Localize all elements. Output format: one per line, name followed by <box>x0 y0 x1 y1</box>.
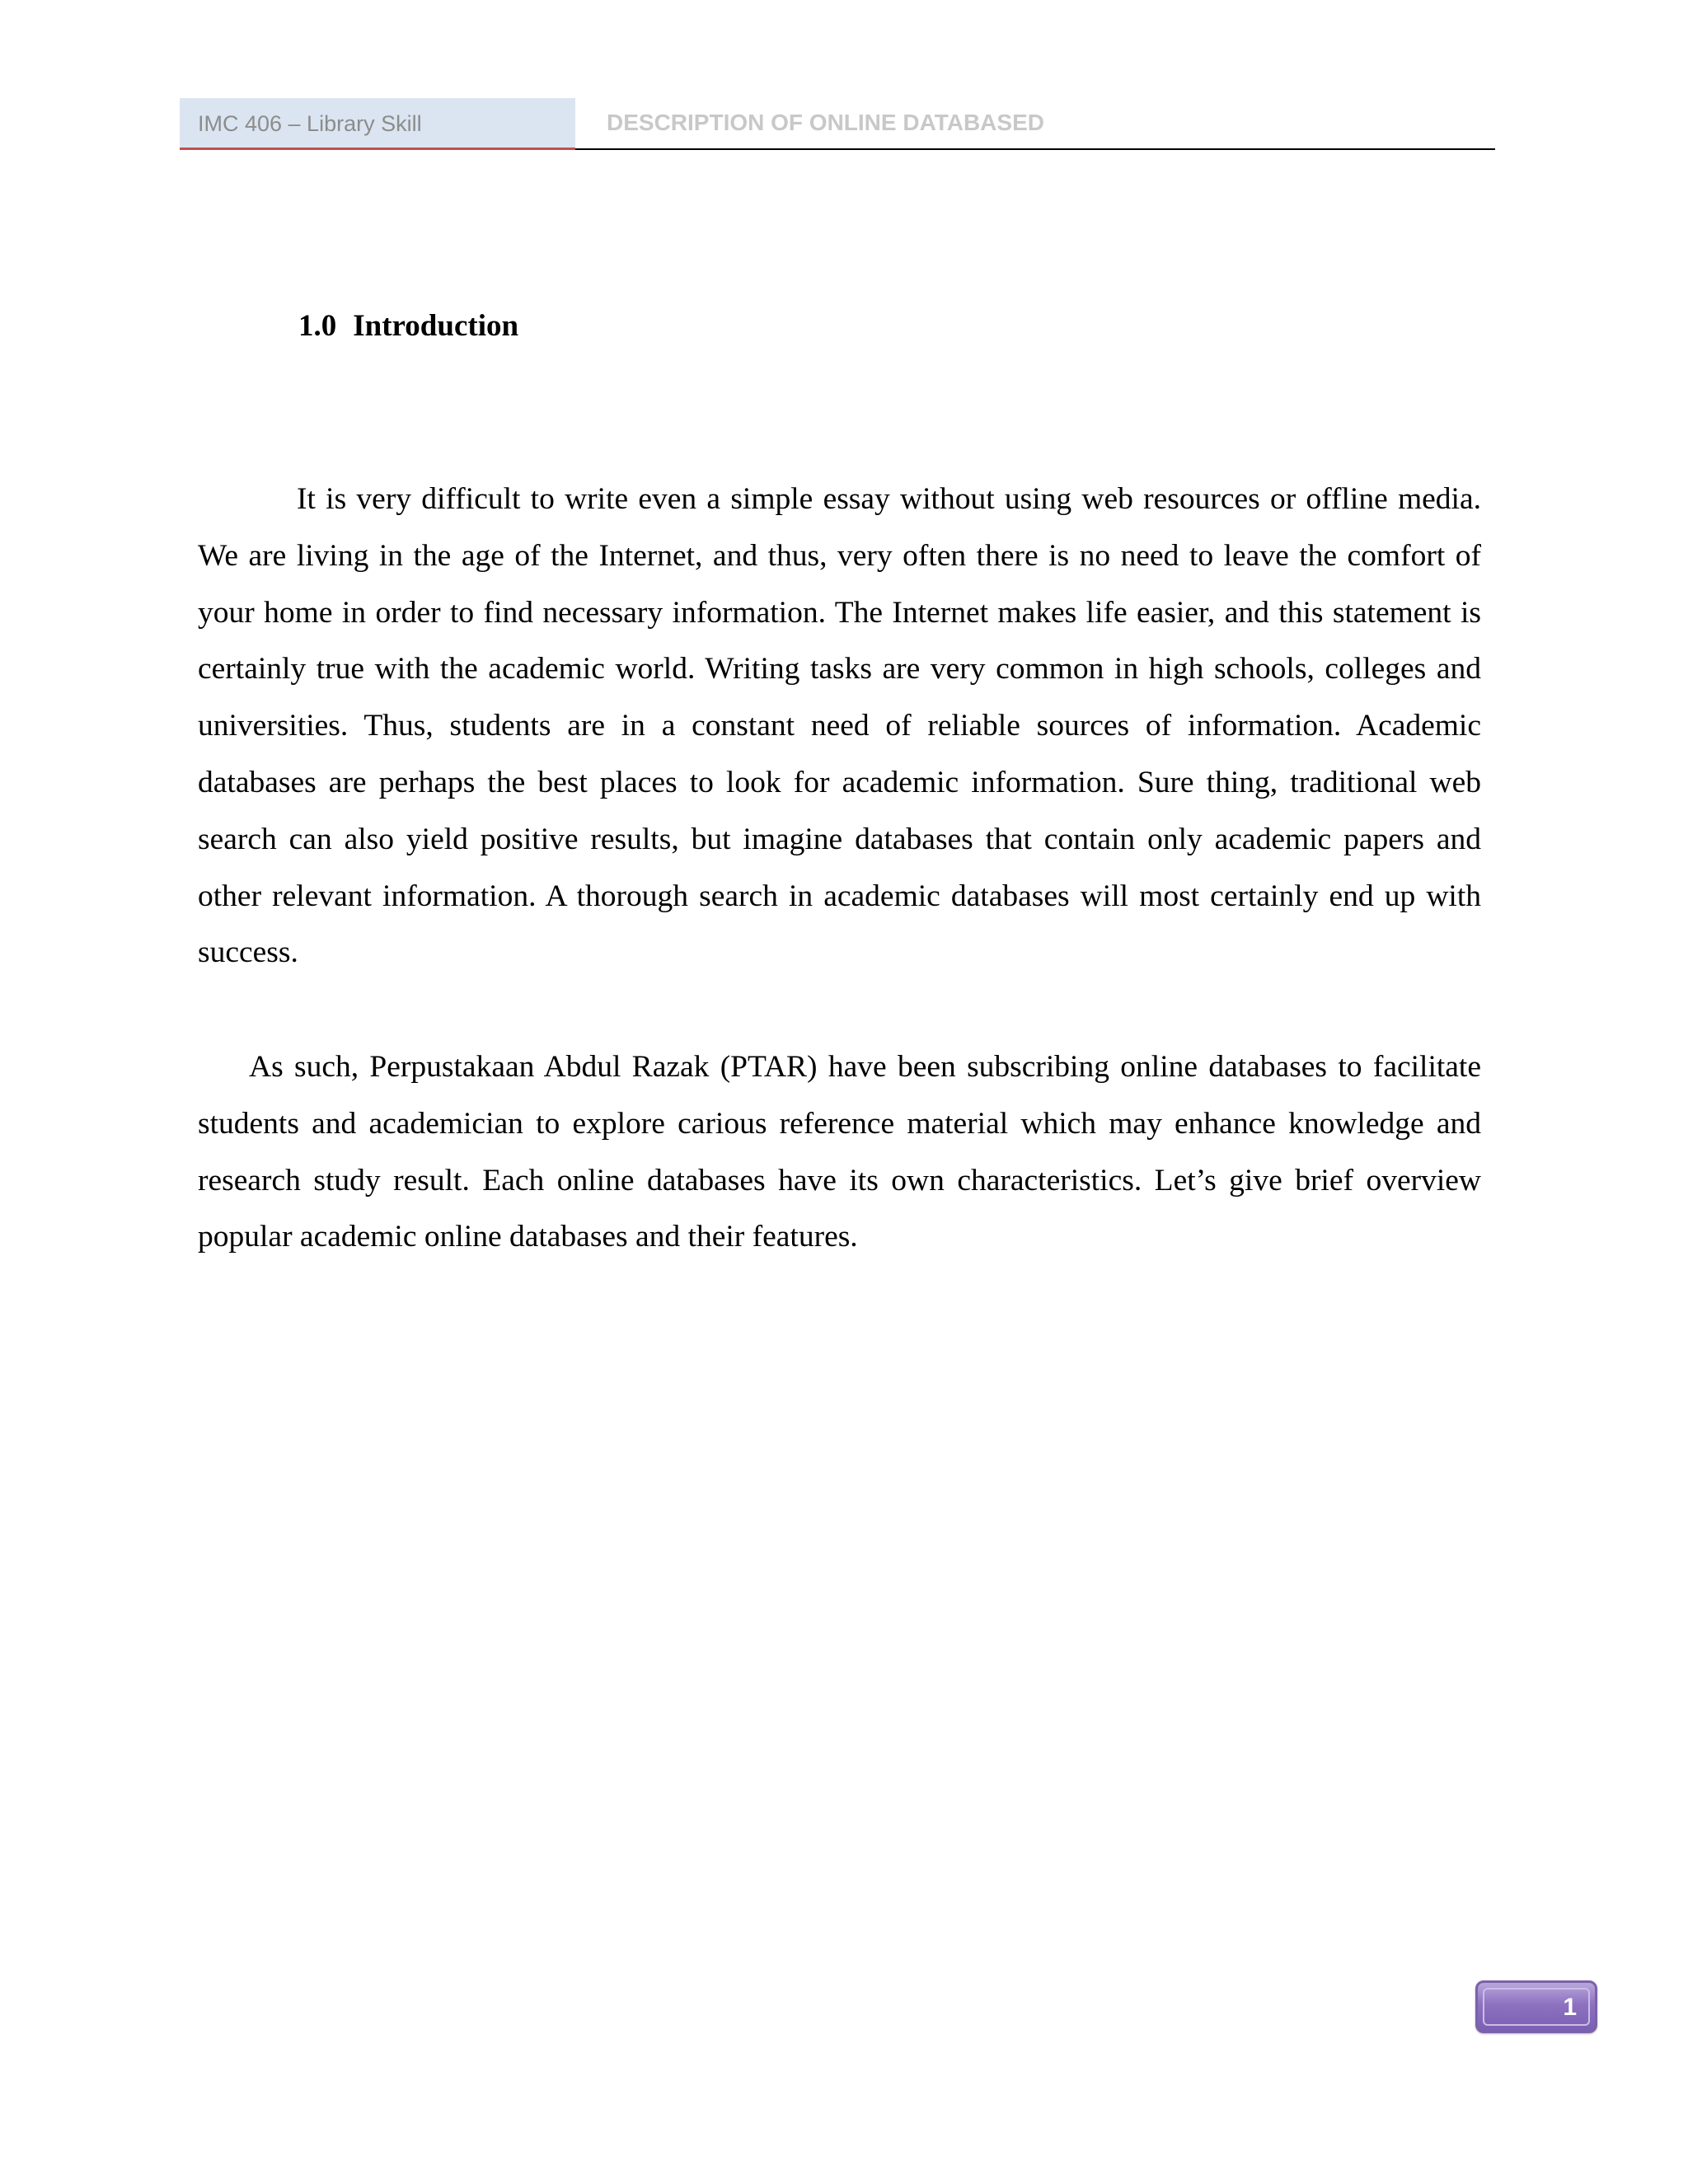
header-document-title: DESCRIPTION OF ONLINE DATABASED <box>575 98 1495 150</box>
page-header <box>180 98 1495 152</box>
page-number-badge <box>1475 1980 1597 2033</box>
body-paragraph-1: It is very difficult to write even a simple essay without using web resources or offline media. We are living in the age of the Internet, and thus, very often there is no need to leave the comfort of your home in order to find necessary information. The Internet makes life easier, and this statement is certainly true with the academic world. Writing tasks are very common in high schools, colleges and universities. Thus, students are in a constant need of reliable sources of information. Academic databases are perhaps the best places to look for academic information. Sure thing, traditional web search can also yield positive results, but imagine databases that contain only academic papers and other relevant information. A thorough search in academic databases will most certainly end up with success. <box>198 482 1481 970</box>
body-paragraph-2: As such, Perpustakaan Abdul Razak (PTAR) have been subscribing online databases to facilitate students and academician to explore carious reference material which may enhance knowledge and research study result. Each online databases have its own characteristics. Let’s give brief overview popular academic online databases and their features. <box>198 1050 1481 1254</box>
page-number: 1 <box>1563 1994 1577 2021</box>
section-title: Introduction <box>353 309 519 343</box>
section-heading <box>298 308 518 344</box>
section-number: 1.0 <box>298 309 337 343</box>
header-course-label: IMC 406 – Library Skill <box>180 98 575 150</box>
